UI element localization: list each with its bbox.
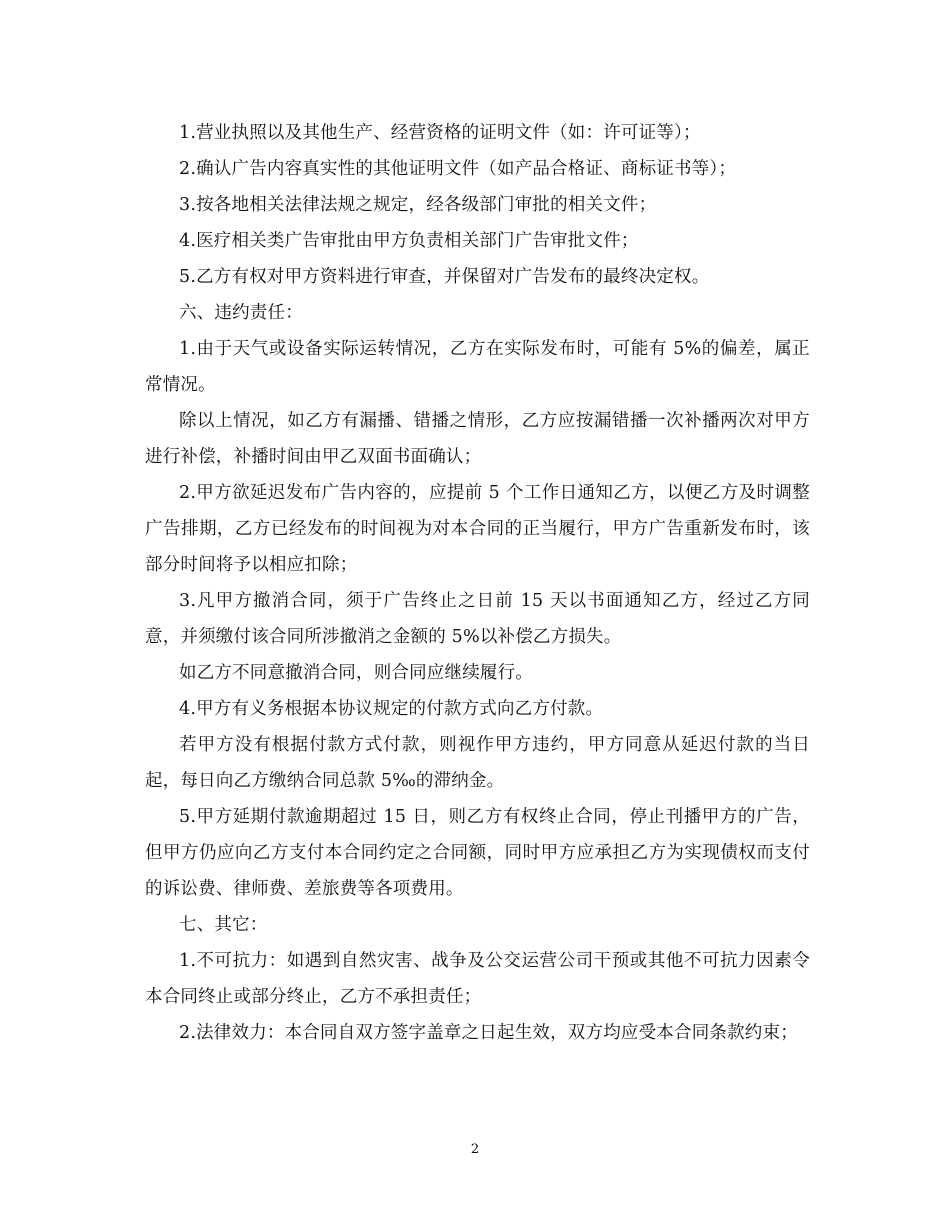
paragraph: 1.不可抗力：如遇到自然灾害、战争及公交运营公司干预或其他不可抗力因素令本合同终止或部分终止，乙方不承担责任； <box>145 951 810 1007</box>
paragraph: 3.按各地相关法律法规之规定，经各级部门审批的相关文件； <box>179 195 657 215</box>
page-number: 2 <box>470 1142 480 1157</box>
paragraph: 4.甲方有义务根据本协议规定的付款方式向乙方付款。 <box>179 699 604 719</box>
paragraph: 1.由于天气或设备实际运转情况，乙方在实际发布时，可能有 5%的偏差，属正常情况。 <box>145 339 810 395</box>
paragraph: 如乙方不同意撤消合同，则合同应继续履行。 <box>179 663 533 683</box>
section-heading: 六、违约责任： <box>179 303 303 323</box>
document-body <box>145 115 810 1051</box>
paragraph: 除以上情况，如乙方有漏播、错播之情形，乙方应按漏错播一次补播两次对甲方进行补偿，补播时间由甲乙双面书面确认； <box>145 411 810 467</box>
paragraph: 2.法律效力：本合同自双方签字盖章之日起生效，双方均应受本合同条款约束； <box>179 1023 798 1043</box>
section-heading: 七、其它： <box>179 915 268 935</box>
paragraph: 1.营业执照以及其他生产、经营资格的证明文件（如：许可证等）； <box>179 123 701 143</box>
paragraph: 5.甲方延期付款逾期超过 15 日，则乙方有权终止合同，停止刊播甲方的广告，但甲方仍应向乙方支付本合同约定之合同额，同时甲方应承担乙方为实现债权而支付的诉讼费、律师费、差旅费等各项费用。 <box>145 807 810 899</box>
paragraph: 4.医疗相关类广告审批由甲方负责相关部门广告审批文件； <box>179 231 639 251</box>
paragraph: 2.甲方欲延迟发布广告内容的，应提前 5 个工作日通知乙方，以便乙方及时调整广告排期，乙方已经发布的时间视为对本合同的正当履行，甲方广告重新发布时，该部分时间将予以相应扣除； <box>145 483 810 575</box>
paragraph: 3.凡甲方撤消合同，须于广告终止之日前 15 天以书面通知乙方，经过乙方同意，并须缴付该合同所涉撤消之金额的 5%以补偿乙方损失。 <box>145 591 810 647</box>
paragraph: 2.确认广告内容真实性的其他证明文件（如产品合格证、商标证书等）； <box>179 159 737 179</box>
paragraph: 5.乙方有权对甲方资料进行审查，并保留对广告发布的最终决定权。 <box>179 267 710 287</box>
paragraph: 若甲方没有根据付款方式付款，则视作甲方违约，甲方同意从延迟付款的当日起，每日向乙方缴纳合同总款 5‰的滞纳金。 <box>145 735 810 791</box>
